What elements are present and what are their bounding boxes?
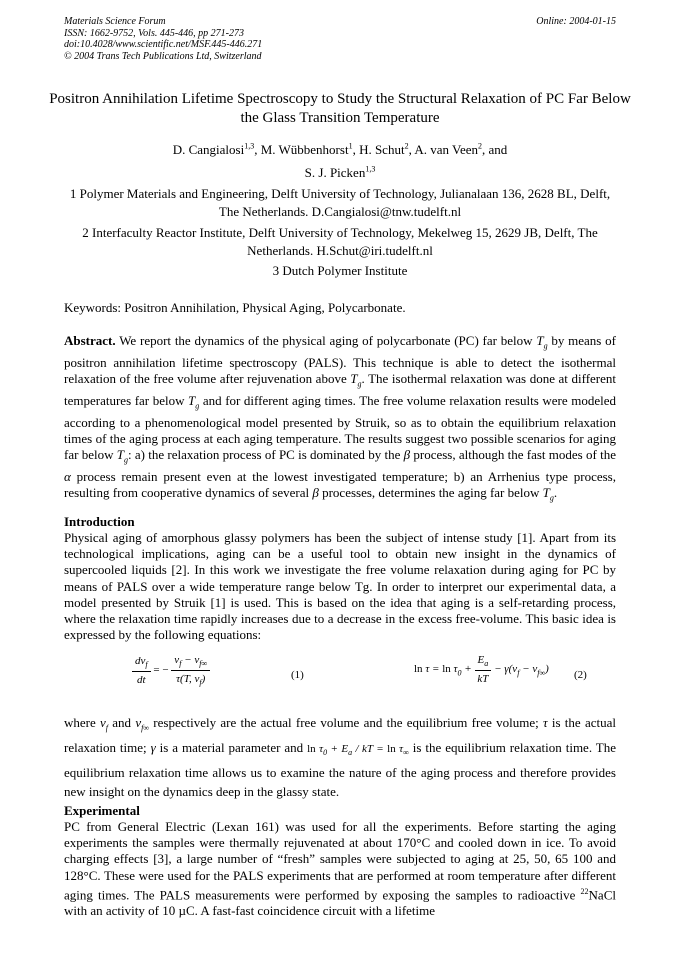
author-name: D. Cangialosi (172, 142, 245, 157)
symbol-gamma: γ (150, 740, 156, 756)
abstract (64, 333, 616, 507)
author-name: S. J. Picken (304, 165, 366, 180)
abstract-text: . (553, 485, 558, 500)
author-name: H. Schut (359, 142, 405, 157)
subscript-g: g (549, 493, 554, 503)
equation-1: $\frac{dv_f}{dt}$ = − $\frac{v_f - v_{f\infty}}{\tau(T, v_f)}$ (132, 654, 210, 698)
copyright-line: © 2004 Trans Tech Publications Ltd, Switzerland (64, 50, 262, 62)
affiliation-3: 3 Dutch Polymer Institute (272, 263, 408, 278)
keywords: Keywords: Positron Annihilation, Physical Aging, Polycarbonate. (64, 300, 406, 315)
issn-line: ISSN: 1662-9752, Vols. 445-446, pp 271-273 (64, 27, 244, 39)
where-text: and (108, 715, 136, 730)
subscript-g: g (543, 341, 548, 351)
affiliation-1: 1 Polymer Materials and Engineering, Delft University of Technology, Julianalaan 136, 2628 BL, Delft, The Netherlands. D.Cangialosi@tnw.tudelft.nl (69, 186, 611, 219)
abstract-text: process, although the fast modes of the (410, 447, 616, 462)
where-text: is a material parameter and (155, 740, 308, 756)
author-name: A. van Veen (414, 142, 479, 157)
abstract-text: : a) the relaxation process of PC is dominated by the (127, 447, 404, 462)
symbol-tau: τ (542, 715, 548, 730)
section-heading-experimental: Experimental (64, 803, 140, 818)
abstract-text: . The isothermal relaxation was done at different temperatures far below (64, 371, 617, 408)
symbol-T: T (536, 333, 544, 348)
author-affil-sup: 1,3 (244, 141, 255, 151)
author-name: M. Wübbenhorst (260, 142, 349, 157)
abstract-text: process remain present even at the lowest investigated temperature; b) an Arrhenius type process, resulting from cooperative dynamics of several (64, 468, 616, 500)
section-heading-introduction: Introduction (64, 514, 135, 529)
experimental-text-part: PC from General Electric (Lexan 161) was used for all the experiments. Before starting the aging experiments the samples were thermally rejuvenated at about 170°C and cooled down in ice. To avoid charging effects [3], a large number of “fresh” samples were subjected to aging at 25, 50, 65 100 and 128°C. These were used for the PALS experiments that are performed at room temperature after different aging times. The PALS measurements were performed by exposing the samples to radioactive (64, 819, 616, 903)
introduction-text: Physical aging of amorphous glassy polymers has been the subject of intense study [1]. Apart from its technological implications, aging can be a useful tool to obtain new insight in the dynamics of supercooled liquids [2]. In this work we investigate the free volume relaxation during aging for PC by means of PALS over a wide temperature range below Tg. In order to interpret our experimental data, a model presented by Struik [1] is used. This is based on the idea that aging is a self-retarding process, where the relaxation time rapidly increases due to a decrease in the excess free-volume. This basic idea is expressed by the following equations: (64, 530, 616, 643)
conjunction: and (488, 142, 508, 157)
symbol-beta: β (312, 485, 319, 500)
symbol-T: T (116, 447, 124, 462)
symbol-beta: β (403, 447, 411, 462)
abstract-text: We report the dynamics of the physical aging of polycarbonate (PC) far below (115, 333, 537, 348)
equation-2: $\ln \tau = \ln \tau_0$ + $\frac{E_a}{kT}$ − $\gamma(v_f - v_{f\infty})$ (414, 654, 549, 686)
symbol-vfinf: $v_{f\infty}$ (135, 715, 150, 733)
equation-2-number: (2) (574, 669, 587, 681)
doi-line: doi:10.4028/www.scientific.net/MSF.445-446.271 (64, 39, 263, 51)
author-affil-sup: 2 (478, 141, 483, 151)
equation-1-number: (1) (291, 669, 304, 681)
author-affil-sup: 1 (348, 141, 353, 151)
online-date: Online: 2004-01-15 (536, 16, 616, 27)
where-text: is the actual relaxation time; (64, 715, 616, 756)
inline-equation: $\ln \tau_0 + E_a$ / kT = $\ln \tau_\infty$ (307, 743, 409, 758)
where-paragraph (64, 713, 616, 802)
author-affil-sup: 1,3 (365, 164, 376, 174)
where-text: respectively are the actual free volume and the equilibrium free volume; (149, 715, 543, 730)
abstract-text: processes, determines the aging far below (318, 485, 543, 500)
subscript-g: g (123, 455, 128, 465)
symbol-T: T (542, 485, 550, 500)
abstract-label: Abstract. (64, 333, 116, 348)
author-affil-sup: 2 (404, 141, 409, 151)
abstract-text: by means of positron annihilation lifetime spectroscopy (PALS). This technique is able to detect the isothermal relaxation of the free volume after rejuvenation above (64, 333, 616, 386)
symbol-T: T (188, 392, 196, 408)
subscript-g: g (195, 401, 200, 411)
paper-title: Positron Annihilation Lifetime Spectroscopy to Study the Structural Relaxation of PC Far Below the Glass Transition Temperature (49, 91, 631, 126)
author-list: D. Cangialosi$^{1,3}$, M. Wübbenhorst$^1$, H. Schut$^2$, A. van Veen$^2$, and S. J. Picken$^{1,3}$ (172, 141, 508, 180)
journal-header (64, 16, 616, 62)
symbol-vf: $v_f$ (100, 715, 109, 733)
journal-name: Materials Science Forum (64, 16, 166, 27)
symbol-alpha: α (64, 468, 71, 484)
isotope-superscript: 22 (580, 886, 589, 896)
experimental-text-part: NaCl with an activity of 10 µC. A fast-fast coincidence circuit with a lifetime (64, 887, 616, 919)
where-text: where (64, 715, 101, 730)
symbol-T: T (350, 371, 358, 386)
experimental-text (64, 819, 616, 920)
where-text: is the equilibrium relaxation time. The equilibrium relaxation time allows us to examine the nature of the aging process and therefore provides new insight on the dynamics deep in the glassy state. (64, 740, 617, 800)
affiliation-2: 2 Interfaculty Reactor Institute, Delft University of Technology, Mekelweg 15, 2629 JB, Delft, The Netherlands. H.Schut@iri.tudelft.nl (82, 225, 598, 258)
subscript-g: g (357, 379, 362, 389)
abstract-text: and for different aging times. The free volume relaxation results were modeled according to a phenomenological model presented by Struik, so as to obtain the equilibrium relaxation times of the aging process at each aging temperature. The results suggest two possible scenarios for aging far below (64, 392, 616, 462)
